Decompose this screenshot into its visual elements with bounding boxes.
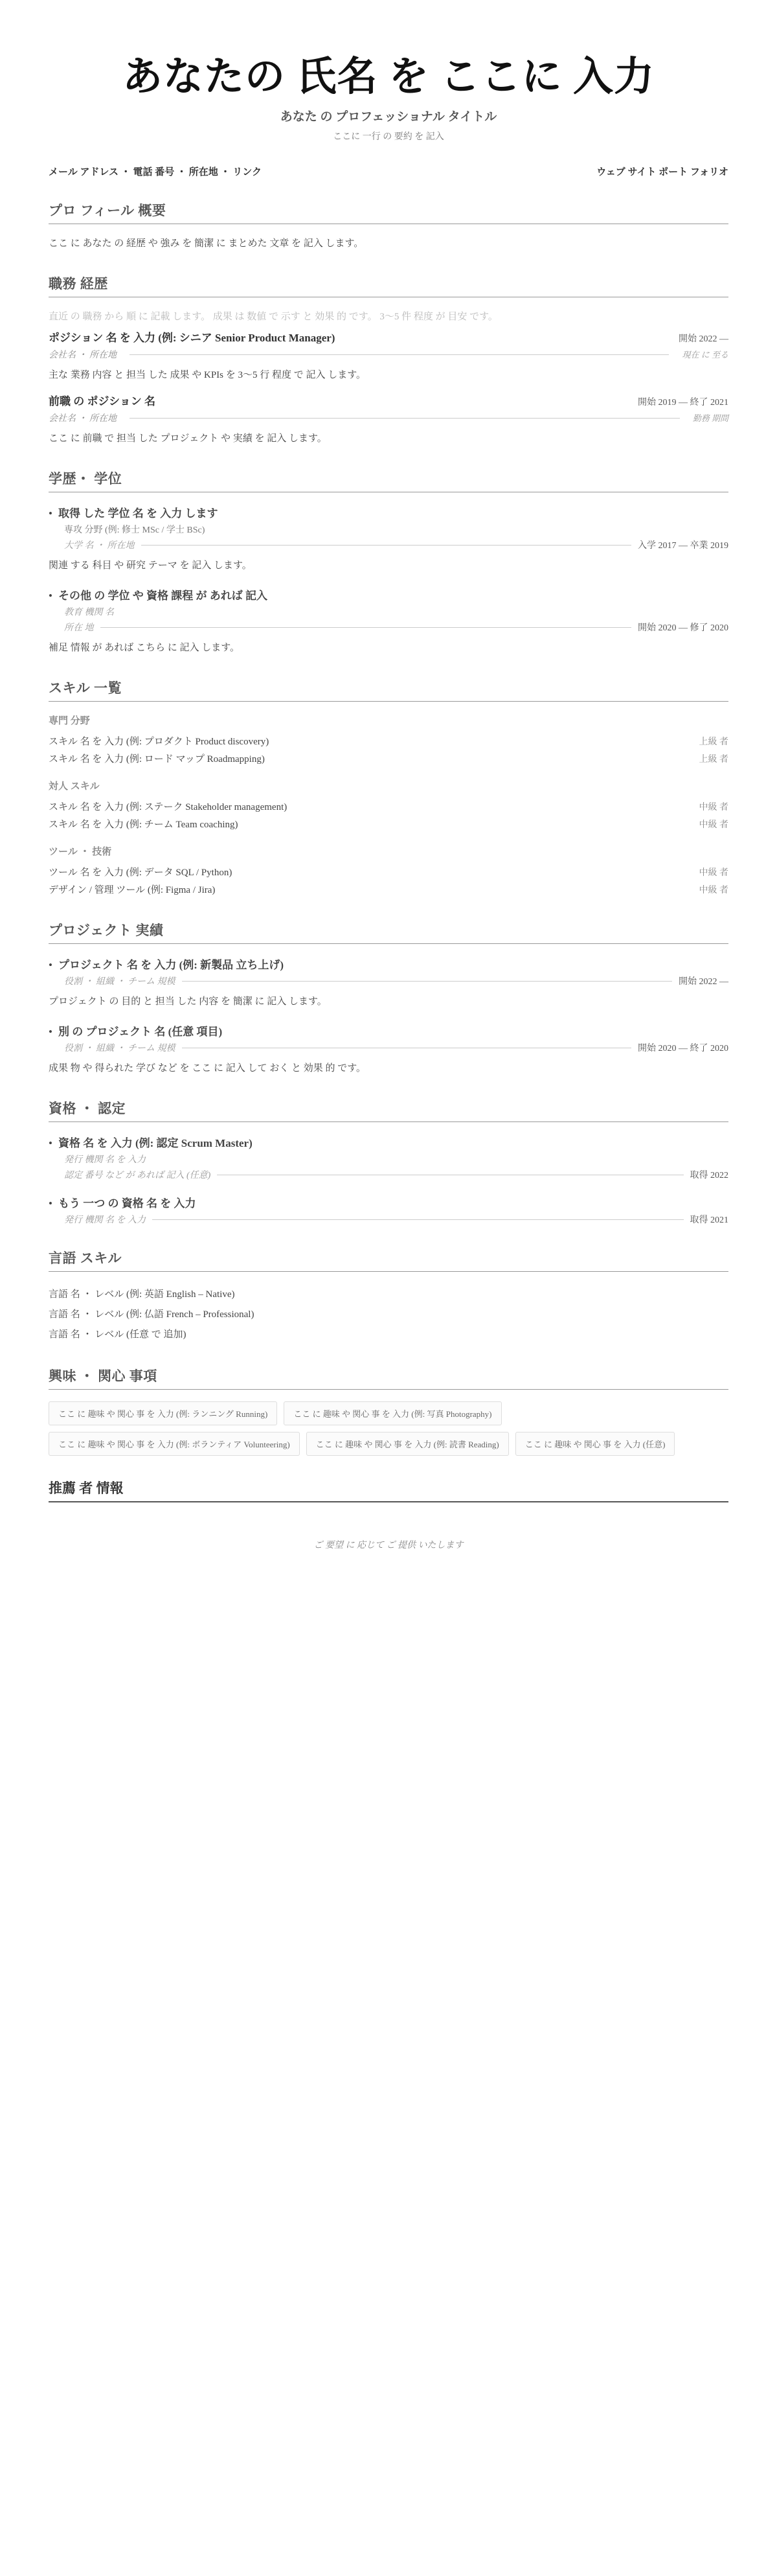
skill-row [49, 880, 728, 898]
contact-left: メール アドレス ・ 電話 番号 ・ 所在地 ・ リンク [49, 167, 262, 178]
experience-title: 前職 の ポジション 名 [49, 395, 155, 408]
summary-text: ここ に あなた の 経歴 や 強み を 簡潔 に まとめた 文章 を 記入 します。 [49, 238, 364, 249]
section-heading-interests: 興味 ・ 関心 事項 [49, 1366, 728, 1390]
divider [152, 1219, 684, 1220]
education-school: 大学 名 ・ 所在地 [64, 541, 135, 551]
project-meta: 役割 ・ 組織 ・ チーム 規模 [64, 977, 175, 987]
section-heading-experience: 職務 経歴 [49, 273, 728, 297]
experience-title: ポジション 名 を 入力 (例: シニア Senior Product Manager) [49, 332, 335, 345]
project-date: 開始 2022 — [679, 977, 728, 987]
bullet-icon: • [49, 1197, 52, 1210]
contact-right: ウェブ サイト ポート フォリオ [596, 167, 728, 178]
education-date: 入学 2017 — 卒業 2019 [638, 541, 728, 551]
certification-title: もう 一つ の 資格 名 を 入力 [58, 1197, 196, 1210]
section-heading-education: 学歴・ 学位 [49, 468, 728, 492]
bullet-icon: • [49, 959, 52, 972]
project-entry [49, 956, 728, 1009]
certification-id: 認定 番号 など が あれば 記入 (任意) [64, 1171, 211, 1181]
project-description: プロジェクト の 目的 と 担当 した 内容 を 簡潔 に 記入 します。 [49, 996, 327, 1007]
skill-group-title: 専門 分野 [49, 716, 90, 727]
bullet-icon: • [49, 507, 52, 520]
skill-group [49, 844, 728, 898]
divider [141, 545, 632, 546]
section-education [49, 468, 728, 656]
education-entry [49, 504, 728, 573]
experience-description: ここ に 前職 で 担当 した プロジェクト や 実績 を 記入 します。 [49, 433, 327, 444]
interest-chip: ここ に 趣味 や 関心 事 を 入力 (例: 写真 Photography) [284, 1401, 501, 1425]
skill-row [49, 815, 728, 833]
bullet-icon: • [49, 1026, 52, 1039]
project-date: 開始 2020 — 終了 2020 [638, 1044, 728, 1054]
education-field: 専攻 分野 (例: 修士 MSc / 学士 BSc) [64, 525, 205, 536]
divider [130, 418, 680, 419]
project-entry [49, 1022, 728, 1076]
education-institution: 教育 機関 名 [64, 608, 114, 618]
page-subtitle: あなた の プロフェッショナル タイトル [280, 110, 497, 124]
section-heading-skills: スキル 一覧 [49, 678, 728, 702]
bullet-icon: • [49, 590, 52, 603]
skill-level: 中級 者 [699, 868, 728, 879]
bullet-icon: • [49, 1137, 52, 1150]
section-heading-projects: プロジェクト 実績 [49, 920, 728, 944]
page-title: あなたの 氏名 を ここに 入力 [122, 55, 655, 99]
skill-level: 中級 者 [699, 820, 728, 831]
experience-entry [49, 395, 728, 446]
section-skills [49, 678, 728, 898]
section-certifications [49, 1098, 728, 1226]
skill-name: スキル 名 を 入力 (例: チーム Team coaching) [49, 820, 238, 831]
references-note: ご 要望 に 応じて ご 提供 いたします [313, 1541, 464, 1551]
section-experience [49, 273, 728, 446]
section-projects [49, 920, 728, 1076]
skill-name: ツール 名 を 入力 (例: データ SQL / Python) [49, 868, 232, 879]
section-heading-references: 推薦 者 情報 [49, 1480, 124, 1497]
section-interests [49, 1366, 728, 1456]
certification-date: 取得 2021 [690, 1215, 728, 1226]
interest-chip: ここ に 趣味 や 関心 事 を 入力 (例: ボランティア Volunteering) [49, 1432, 300, 1456]
language-item: 言語 名 ・ レベル (任意 で 追加) [49, 1329, 186, 1340]
section-heading-summary: プロ フィール 概要 [49, 200, 728, 224]
project-title: 別 の プロジェクト 名 (任意 項目) [58, 1026, 223, 1039]
experience-intro: 直近 の 職務 から 順 に 記載 します。 成果 は 数値 で 示す と 効果 的 です。 3〜5 件 程度 が 目安 です。 [49, 312, 498, 323]
skill-name: スキル 名 を 入力 (例: ステーク Stakeholder management) [49, 802, 287, 813]
education-title: その他 の 学位 や 資格 課程 が あれば 記入 [58, 590, 267, 603]
section-summary [49, 200, 728, 251]
skill-level: 中級 者 [699, 803, 728, 813]
education-entry [49, 586, 728, 656]
interest-chip-list [49, 1401, 728, 1456]
education-location: 所在 地 [64, 623, 94, 634]
experience-date-note: 勤務 期間 [692, 413, 728, 424]
certification-entry [49, 1134, 728, 1181]
certification-issuer: 発行 機関 名 を 入力 [64, 1155, 146, 1166]
section-references [49, 1478, 728, 1551]
skill-name: スキル 名 を 入力 (例: プロダクト Product discovery) [49, 737, 269, 748]
divider [100, 627, 632, 628]
project-title: プロジェクト 名 を 入力 (例: 新製品 立ち上げ) [58, 959, 284, 972]
experience-date-note: 現在 に 至る [682, 350, 728, 360]
contact-row [49, 165, 728, 178]
section-heading-certifications: 資格 ・ 認定 [49, 1098, 728, 1122]
skill-group [49, 713, 728, 767]
page-tagline: ここに 一行 の 要約 を 記入 [333, 132, 444, 143]
experience-entry [49, 331, 728, 383]
project-meta: 役割 ・ 組織 ・ チーム 規模 [64, 1044, 175, 1054]
divider [182, 981, 673, 982]
skill-row [49, 863, 728, 880]
experience-date: 開始 2022 — [679, 334, 728, 345]
language-item: 言語 名 ・ レベル (例: 仏語 French – Professional) [49, 1309, 254, 1320]
skill-level: 上級 者 [699, 755, 728, 765]
section-heading-languages: 言語 スキル [49, 1248, 728, 1272]
skill-group-title: ツール ・ 技術 [49, 847, 112, 858]
education-title: 取得 した 学位 名 を 入力 します [58, 507, 218, 520]
education-description: 関連 する 科目 や 研究 テーマ を 記入 します。 [49, 560, 252, 571]
skill-name: デザイン / 管理 ツール (例: Figma / Jira) [49, 885, 216, 896]
skill-name: スキル 名 を 入力 (例: ロード マップ Roadmapping) [49, 754, 265, 765]
section-languages [49, 1248, 728, 1344]
skill-level: 中級 者 [699, 886, 728, 896]
certification-entry [49, 1194, 728, 1226]
skill-row [49, 732, 728, 750]
certification-issuer: 発行 機関 名 を 入力 [64, 1215, 146, 1226]
education-date: 開始 2020 — 修了 2020 [638, 623, 728, 634]
skill-row [49, 798, 728, 815]
skill-group-title: 対人 スキル [49, 781, 100, 792]
language-item: 言語 名 ・ レベル (例: 英語 English – Native) [49, 1289, 235, 1300]
experience-company: 会社名 ・ 所在地 [49, 351, 117, 361]
skill-row [49, 750, 728, 767]
divider [130, 354, 669, 355]
project-description: 成果 物 や 得られた 学び など を ここ に 記入 して おく と 効果 的 です。 [49, 1063, 366, 1074]
experience-date: 開始 2019 — 終了 2021 [638, 398, 728, 408]
interest-chip: ここ に 趣味 や 関心 事 を 入力 (例: ランニング Running) [49, 1401, 277, 1425]
experience-description: 主な 業務 内容 と 担当 した 成果 や KPIs を 3〜5 行 程度 で 記入 します。 [49, 370, 366, 381]
skill-level: 上級 者 [699, 737, 728, 748]
interest-chip: ここ に 趣味 や 関心 事 を 入力 (例: 読書 Reading) [306, 1432, 509, 1456]
certification-date: 取得 2022 [690, 1171, 728, 1181]
interest-chip: ここ に 趣味 や 関心 事 を 入力 (任意) [515, 1432, 675, 1456]
references-divider [49, 1478, 728, 1502]
education-description: 補足 情報 が あれば こちら に 記入 します。 [49, 643, 240, 654]
experience-company: 会社名 ・ 所在地 [49, 414, 117, 424]
skill-group [49, 779, 728, 833]
certification-title: 資格 名 を 入力 (例: 認定 Scrum Master) [58, 1137, 253, 1150]
